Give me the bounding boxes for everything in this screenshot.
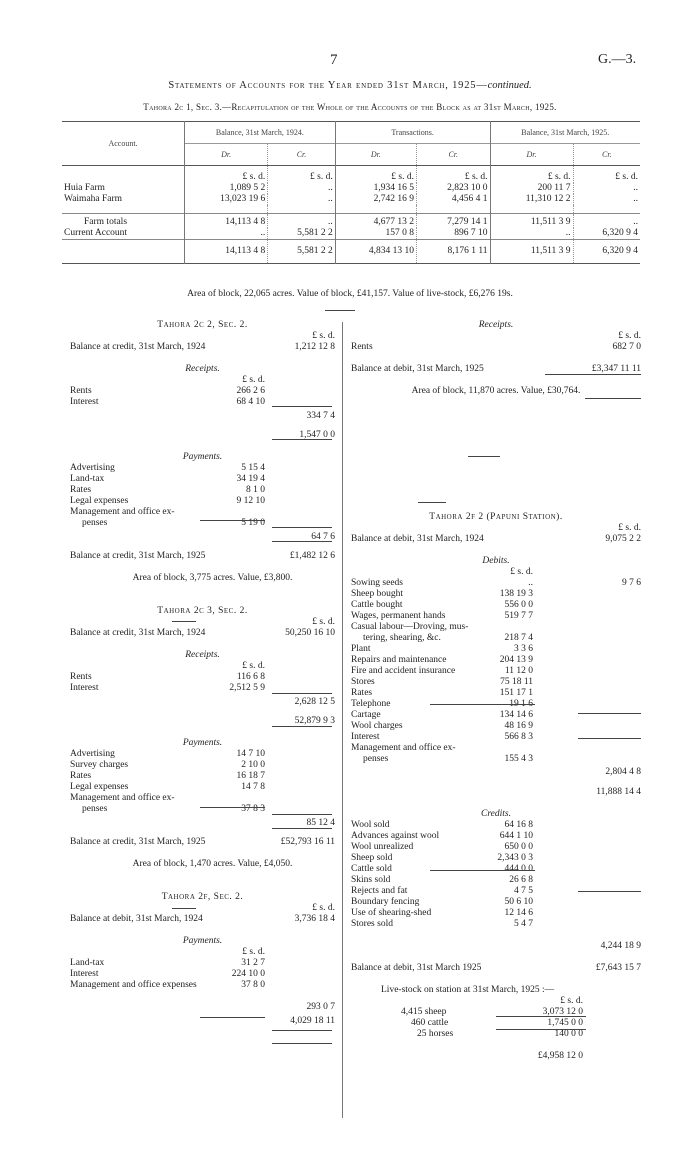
item-label: Sheep sold: [351, 853, 393, 863]
item-label: Rates: [351, 688, 373, 698]
cell: 2,823 10 0: [416, 183, 490, 194]
cell: ..: [268, 213, 336, 228]
list-item: [351, 853, 641, 864]
opening-amount: 3,736 18 4: [294, 914, 335, 924]
closing-amount: £3,347 11 11: [591, 364, 641, 374]
item-label: Use of shearing-shed: [351, 908, 432, 918]
item-amount: 5 4 7: [514, 919, 533, 929]
item-label: Advertising: [70, 463, 115, 473]
item-label: Rates: [70, 771, 92, 781]
item-amount: 64 16 8: [504, 820, 533, 830]
closing-label: Balance at credit, 31st March, 1925: [70, 551, 206, 561]
item-label: Skins sold: [351, 875, 391, 885]
opening-amount: 50,250 16 10: [285, 628, 335, 638]
item-label: penses: [82, 804, 108, 814]
item-label: 25 horses: [417, 1029, 454, 1039]
item-label: Wages, permanent hands: [351, 611, 446, 621]
group-balance-1924: Balance, 31st March, 1924.: [185, 122, 336, 144]
item-amount: 151 17 1: [499, 688, 533, 698]
cell: ..: [185, 228, 268, 240]
document-reference: G.—3.: [598, 52, 637, 67]
left-column: [70, 320, 335, 1024]
opening-amount: 9,075 2 2: [605, 534, 641, 544]
page-number: 7: [330, 52, 338, 68]
item-label: Land-tax: [70, 474, 105, 484]
item-label: Repairs and maintenance: [351, 655, 447, 665]
section-heading: Credits.: [481, 809, 511, 819]
list-item: [351, 578, 641, 589]
item-label: tering, shearing, &c.: [363, 633, 441, 643]
dr-heading: Dr.: [490, 144, 573, 166]
list-item: [351, 919, 641, 930]
item-amount: 11 12 0: [504, 666, 533, 676]
table-row: [62, 183, 640, 194]
item-label: Casual labour—Droving, mus-: [351, 622, 469, 632]
section-heading: Payments.: [182, 452, 223, 462]
item-label: 4,415 sheep: [401, 1007, 447, 1017]
item-label: Boundary fencing: [351, 897, 420, 907]
item-amount: 155 4 3: [504, 754, 533, 764]
item-amount: 34 19 4: [236, 474, 265, 484]
list-item: [351, 875, 641, 886]
item-amount: 2,343 0 3: [497, 853, 533, 863]
table-row: [62, 194, 640, 205]
item-amount: 266 2 6: [236, 386, 265, 396]
item-amount: 14 7 8: [241, 782, 265, 792]
list-item: [351, 820, 641, 831]
cell: 13,023 19 6: [185, 194, 268, 205]
item-amount: 519 7 7: [504, 611, 533, 621]
cell: 14,113 4 8: [185, 213, 268, 228]
item-amount: 12 14 6: [504, 908, 533, 918]
closing-amount: £52,793 16 11: [280, 837, 335, 847]
opening-label: Balance at debit, 31st March, 1924: [351, 534, 484, 544]
opening-label: Balance at credit, 31st March, 1924: [70, 628, 206, 638]
item-amount: 3 3 6: [514, 644, 533, 654]
units: £ s. d.: [510, 567, 533, 577]
cell: 14,113 4 8: [185, 239, 268, 263]
right-column: [351, 320, 641, 397]
item-amount: 37 8 0: [241, 980, 265, 990]
list-item: [351, 721, 641, 732]
recap-subtitle: Tahora 2c 1, Sec. 3.—Recapitulation of the Whole of the Accounts of the Block as at 31st March, 1925.: [143, 102, 557, 112]
opening-amount: 1,212 12 8: [294, 342, 335, 352]
item-amount: 204 13 9: [499, 655, 533, 665]
item-amount: 75 18 11: [500, 677, 533, 687]
units: £ s. d.: [560, 996, 583, 1006]
item-label: penses: [82, 518, 108, 528]
sum: 4,029 18 11: [290, 1016, 335, 1026]
subtotal: 85 12 4: [306, 818, 335, 828]
row-label: Waimaha Farm: [64, 194, 123, 204]
item-label: Legal expenses: [70, 496, 129, 506]
item-label: Rents: [70, 386, 92, 396]
cell: 896 7 10: [416, 228, 490, 240]
list-item: [351, 611, 641, 622]
item-label: Rents: [351, 342, 373, 352]
closing-label: Balance at debit, 31st March, 1925: [351, 364, 484, 374]
item-label: Advances against wool: [351, 831, 440, 841]
livestock-total: £4,958 12 0: [537, 1051, 583, 1061]
cell: 6,320 9 4: [573, 239, 640, 263]
cell: ..: [573, 213, 640, 228]
units: £ s. d.: [312, 617, 335, 627]
units: £ s. d.: [490, 166, 573, 184]
item-label: Plant: [351, 644, 371, 654]
item-amount: 224 10 0: [231, 969, 265, 979]
item-amount: 218 7 4: [504, 633, 533, 643]
item-amount: 3,073 12 0: [542, 1007, 583, 1017]
item-amount: 50 6 10: [504, 897, 533, 907]
cell: 7,279 14 1: [416, 213, 490, 228]
subtotal: 2,804 4 8: [605, 767, 641, 777]
item-label: Interest: [351, 732, 380, 742]
units: £ s. d.: [185, 166, 268, 184]
list-item: [351, 655, 641, 666]
account-title: Tahora 2c 3, Sec. 2.: [157, 606, 248, 616]
closing-label: Balance at credit, 31st March, 1925: [70, 837, 206, 847]
cell: 6,320 9 4: [573, 228, 640, 240]
list-item: [351, 600, 641, 611]
units: £ s. d.: [618, 331, 641, 341]
cell: 11,310 12 2: [490, 194, 573, 205]
opening-label: Balance at debit, 31st March, 1924: [70, 914, 203, 924]
cell: 5,581 2 2: [268, 228, 336, 240]
subtotal: 334 7 4: [306, 411, 335, 421]
list-item: [351, 644, 641, 655]
item-label: Wool sold: [351, 820, 390, 830]
item-label: Management and office ex-: [70, 793, 175, 803]
item-label: Interest: [70, 969, 99, 979]
list-item: [351, 754, 641, 765]
item-amount: 31 2 7: [241, 958, 265, 968]
row-label: Farm totals: [84, 216, 128, 227]
cell: 5,581 2 2: [268, 239, 336, 263]
cell: 4,677 13 2: [335, 213, 416, 228]
table-row: [62, 239, 640, 263]
units: £ s. d.: [573, 166, 640, 184]
item-amount: 5 15 4: [241, 463, 265, 473]
col-account: Account.: [108, 139, 138, 148]
units: £ s. d.: [312, 903, 335, 913]
item-amount: 140 0 0: [554, 1029, 583, 1039]
item-label: Survey charges: [70, 760, 129, 770]
item-amount: 134 14 6: [499, 710, 533, 720]
list-item: [351, 831, 641, 842]
item-amount: ..: [528, 578, 533, 588]
item-label: Management and office ex-: [351, 743, 456, 753]
list-item: [351, 897, 641, 908]
sum: 11,888 14 4: [596, 787, 641, 797]
item-label: Management and office ex-: [70, 507, 175, 517]
section-heading: Receipts.: [478, 320, 514, 330]
units: £ s. d.: [268, 166, 336, 184]
list-item: [351, 633, 641, 644]
subtotal: 2,628 12 5: [294, 697, 335, 707]
table-row: [62, 213, 640, 228]
item-label: Fire and accident insurance: [351, 666, 456, 676]
cell: 200 11 7: [490, 183, 573, 194]
item-amount: 19 1 6: [509, 699, 533, 709]
item-label: Advertising: [70, 749, 115, 759]
item-amount: 444 0 0: [504, 864, 533, 874]
account-title: Tahora 2f 2 (Papuni Station).: [429, 512, 563, 522]
livestock-heading: Live-stock on station at 31st March, 1925 :—: [381, 985, 555, 995]
item-amount: 5 19 0: [241, 518, 265, 528]
account-title: Tahora 2c 2, Sec. 2.: [157, 320, 248, 330]
section-heading: Receipts.: [185, 364, 220, 374]
cell: ..: [268, 194, 336, 205]
account-title: Tahora 2f, Sec. 2.: [161, 892, 244, 902]
cr-heading: Cr.: [416, 144, 490, 166]
cr-heading: Cr.: [573, 144, 640, 166]
closing-label: Balance at debit, 31st March 1925: [351, 963, 482, 973]
item-label: 460 cattle: [411, 1018, 449, 1028]
closing-amount: £7,643 15 7: [595, 963, 641, 973]
units: £ s. d.: [242, 947, 265, 957]
cell: 8,176 1 11: [416, 239, 490, 263]
cell: ..: [268, 183, 336, 194]
item-label: Rents: [70, 672, 92, 682]
group-transactions: Transactions.: [335, 122, 490, 144]
section-heading: Debits.: [482, 556, 510, 566]
units: £ s. d.: [416, 166, 490, 184]
item-label: Cattle bought: [351, 600, 403, 610]
list-item: [351, 622, 641, 633]
item-amount: 566 8 3: [504, 732, 533, 742]
list-item: [351, 842, 641, 853]
item-label: Telephone: [351, 699, 391, 709]
item-label: Stores: [351, 677, 375, 687]
block-note: Area of block, 3,775 acres. Value, £3,800.: [132, 573, 293, 583]
group-balance-1925: Balance, 31st March, 1925.: [490, 122, 640, 144]
units: £ s. d.: [242, 375, 265, 385]
cell: 157 0 8: [335, 228, 416, 240]
item-amount: 9 12 10: [236, 496, 265, 506]
item-amount: 26 6 8: [509, 875, 533, 885]
list-item: [351, 666, 641, 677]
item-label: Wool unrealized: [351, 842, 414, 852]
units: £ s. d.: [618, 523, 641, 533]
units: £ s. d.: [335, 166, 416, 184]
item-label: Cartage: [351, 710, 381, 720]
closing-amount: £1,482 12 6: [289, 551, 335, 561]
item-label: Interest: [70, 397, 99, 407]
row-label: Huia Farm: [64, 183, 105, 193]
item-label: Sheep bought: [351, 589, 403, 599]
item-amount: 68 4 10: [236, 397, 265, 407]
sum: 1,547 0 0: [299, 430, 335, 440]
opening-label: Balance at credit, 31st March, 1924: [70, 342, 206, 352]
cell: 1,089 5 2: [185, 183, 268, 194]
item-amount: 2,512 5 9: [229, 683, 265, 693]
list-item: [351, 677, 641, 688]
item-amount: 2 10 0: [241, 760, 265, 770]
cell: 11,511 3 9: [490, 239, 573, 263]
item-amount: 14 7 10: [236, 749, 265, 759]
list-item: [351, 688, 641, 699]
row-label: Current Account: [64, 227, 128, 238]
cell: ..: [490, 228, 573, 240]
item-label: Sowing seeds: [351, 578, 403, 588]
cell: 2,742 16 9: [335, 194, 416, 205]
units: £ s. d.: [242, 661, 265, 671]
item-label: Land-tax: [70, 958, 105, 968]
table-row: [62, 228, 640, 240]
list-item: [351, 710, 641, 721]
list-item: [351, 743, 641, 754]
item-amount: 682 7 0: [612, 342, 641, 352]
item-label: Legal expenses: [70, 782, 129, 792]
block-note: Area of block, 11,870 acres. Value, £30,764.: [411, 386, 581, 396]
item-label: Wool charges: [351, 721, 403, 731]
item-amount: 16 18 7: [236, 771, 265, 781]
item-amount: 138 19 3: [499, 589, 533, 599]
item-label: Management and office expenses: [70, 980, 197, 990]
cell: 1,934 16 5: [335, 183, 416, 194]
cell: 4,456 4 1: [416, 194, 490, 205]
dr-heading: Dr.: [335, 144, 416, 166]
list-item: [351, 589, 641, 600]
cell: ..: [573, 183, 640, 194]
item-label: Stores sold: [351, 919, 393, 929]
item-amount: 556 0 0: [504, 600, 533, 610]
item-amount: 1,745 0 0: [547, 1018, 583, 1028]
recap-table: [62, 121, 640, 264]
section-heading: Receipts.: [185, 650, 220, 660]
item-amount: 116 6 8: [236, 672, 265, 682]
item-label: Rates: [70, 485, 92, 495]
row-label: [62, 239, 185, 263]
subtotal: 64 7 6: [311, 532, 335, 542]
item-label: penses: [363, 754, 389, 764]
item-amount: 37 8 3: [241, 804, 265, 814]
subtotal: 4,244 18 9: [600, 941, 641, 951]
item-label: Rejects and fat: [351, 886, 408, 896]
recap-note: Area of block, 22,065 acres. Value of block, £41,157. Value of live-stock, £6,276 19s.: [187, 289, 513, 299]
block-note: Area of block, 1,470 acres. Value, £4,050.: [132, 859, 293, 869]
cell: ..: [573, 194, 640, 205]
list-item: [351, 908, 641, 919]
units: £ s. d.: [312, 331, 335, 341]
cell: 4,834 13 10: [335, 239, 416, 263]
item-amount: 48 16 9: [504, 721, 533, 731]
item-amount: 644 1 10: [499, 831, 533, 841]
item-label: Interest: [70, 683, 99, 693]
right-column-papuni: [351, 512, 641, 1062]
sum: 52,879 9 3: [294, 716, 335, 726]
dr-heading: Dr.: [185, 144, 268, 166]
item-amount: 4 7 5: [514, 886, 533, 896]
page-title: Statements of Accounts for the Year ended 31st March, 1925—continued.: [168, 80, 532, 91]
item-amount: 8 1 0: [246, 485, 265, 495]
item-amount: 650 0 0: [504, 842, 533, 852]
section-heading: Payments.: [182, 738, 223, 748]
section-heading: Payments.: [182, 936, 223, 946]
item-amount: 9 7 6: [622, 578, 641, 588]
item-label: Cattle sold: [351, 864, 392, 874]
subtotal: 293 0 7: [306, 1002, 335, 1012]
cr-heading: Cr.: [268, 144, 336, 166]
cell: 11,511 3 9: [490, 213, 573, 228]
